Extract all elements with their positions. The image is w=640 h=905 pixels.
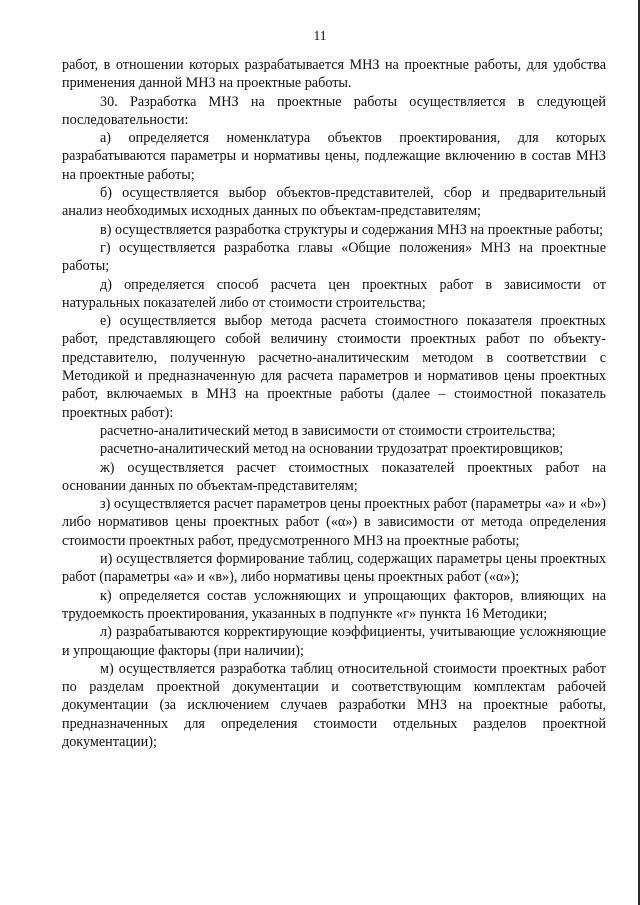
list-item: д) определяется способ расчета цен проектных работ в зависимости от натуральных показателей либо от стоимости строительства; xyxy=(62,276,606,311)
list-item: г) осуществляется разработка главы «Общие положения» МНЗ на проектные работы; xyxy=(62,239,606,275)
list-item: к) определяется состав усложняющих и упрощающих факторов, влияющих на трудоемкость проектирования, указанных в подпункте «г» пункта 16 Методики; xyxy=(62,587,606,622)
list-item: в) осуществляется разработка структуры и содержания МНЗ на проектные работы; xyxy=(100,221,604,238)
page-number: 11 xyxy=(313,28,327,43)
list-item: а) определяется номенклатура объектов проектирования, для которых разрабатываются параметры и нормативы цены, подлежащие включению в состав МНЗ на проектные работы; xyxy=(62,130,606,183)
list-item: з) осуществляется расчет параметров цены проектных работ (параметры «а» и «b») либо нормативов цены проектных работ («α») в зависимости от метода определения стоимости проектных работ, предусмотренного МНЗ на проектные работы; xyxy=(62,496,606,549)
list-item: и) осуществляется формирование таблиц, содержащих параметры цены проектных работ (параметры «а» и «в»), либо нормативы цены проектных работ («α»); xyxy=(62,551,606,586)
list-item: л) разрабатываются корректирующие коэффициенты, учитывающие усложняющие и упрощающие факторы (при наличии); xyxy=(62,624,606,659)
list-item: расчетно-аналитический метод на основании трудозатрат проектировщиков; xyxy=(100,441,564,458)
list-item: расчетно-аналитический метод в зависимости от стоимости строительства; xyxy=(100,422,556,439)
document-body xyxy=(62,56,606,751)
paragraph: работ, в отношении которых разрабатывается МНЗ на проектные работы, для удобства применения данной МНЗ на проектные работы. xyxy=(62,57,606,92)
list-item: б) осуществляется выбор объектов-представителей, сбор и предварительный анализ необходимых исходных данных по объектам-представителям; xyxy=(62,185,606,220)
list-item: е) осуществляется выбор метода расчета стоимостного показателя проектных работ, представляющего собой величину стоимости проектных работ по объекту-представителю, полученную расчетно-аналитическим методом в соответствии с Методикой и предназначенную для расчета параметров и нормативов цены проектных работ, включаемых в МНЗ на проектные работы (далее – стоимостной показатель проектных работ): xyxy=(62,313,606,421)
list-item: м) осуществляется разработка таблиц относительной стоимости проектных работ по разделам проектной документации и соответствующим комплектам рабочей документации (за исключением случаев разработки МНЗ на проектные работы, предназначенных для определения стоимости отдельных разделов проектной документации); xyxy=(62,660,606,750)
paragraph: 30. Разработка МНЗ на проектные работы осуществляется в следующей последовательности: xyxy=(62,93,606,128)
list-item: ж) осуществляется расчет стоимостных показателей проектных работ на основании данных по объектам-представителям; xyxy=(62,459,606,494)
